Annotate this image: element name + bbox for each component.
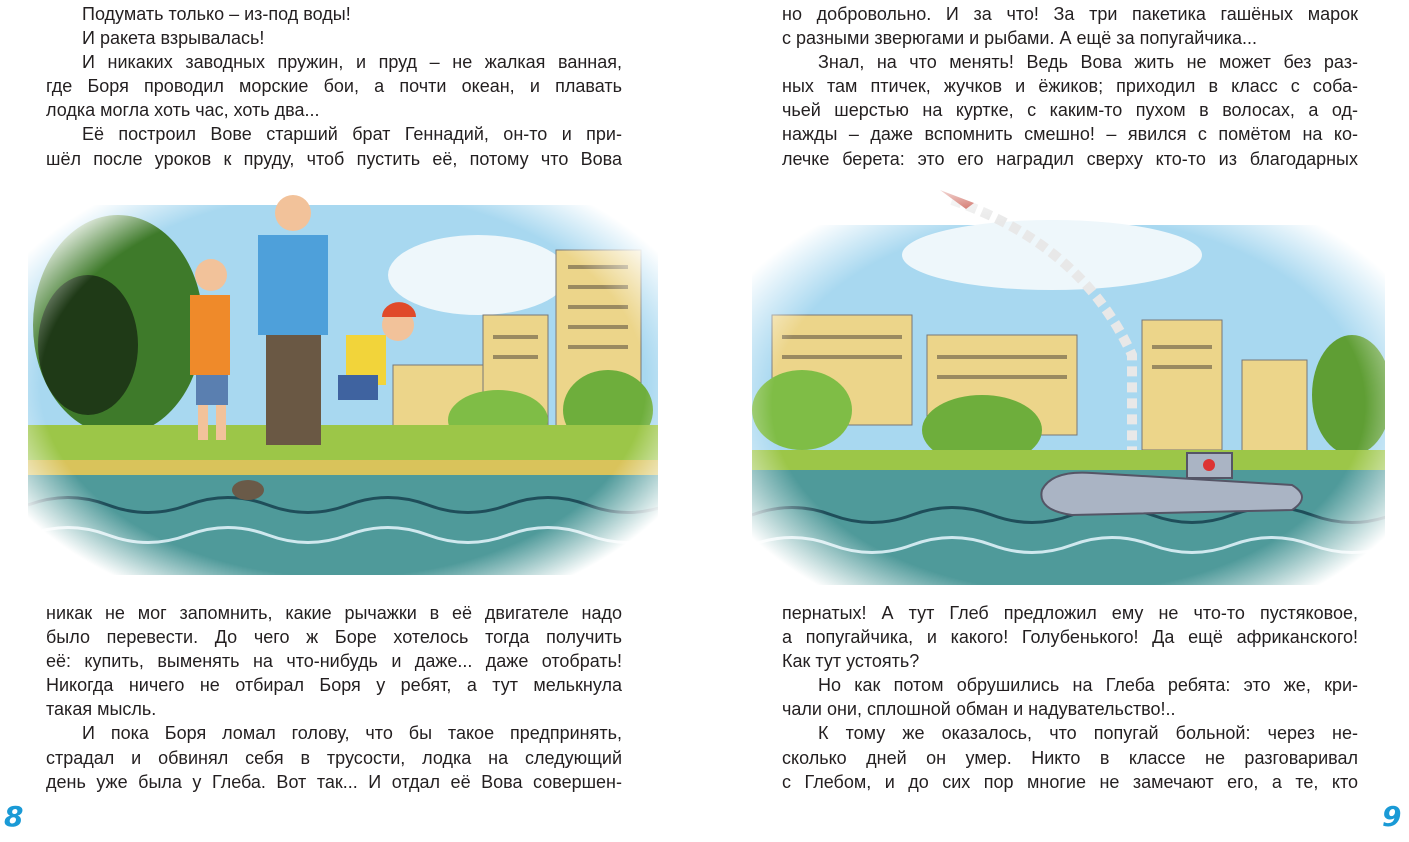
text-line: нажды – даже вспомнить смешно! – явился с помётом на ко- [782,124,1358,145]
text-line: Подумать только – из-под воды! [82,4,351,24]
text-line: чьей шерстью на куртке, с каким-то пухом в волосах, а од- [782,100,1358,121]
right-top-text [782,2,1358,171]
right-bottom-text [782,601,1358,794]
text-line: день уже была у Глеба. Вот так... И отдал её Вова совершен- [46,771,622,792]
text-line: ных там птичек, жучков и ёжиков; приходил в класс с соба- [782,76,1358,97]
page-number-right: 9 [1382,800,1402,833]
left-top-text [46,2,622,171]
text-line: но добровольно. И за что! За три пакетика гашёных марок [782,4,1358,24]
text-line: Но как потом обрушились на Глеба ребята: это же, кри- [818,675,1358,696]
text-line: с разными зверюгами и рыбами. А ещё за попугайчика... [782,28,1258,49]
text-line: И никаких заводных пружин, и пруд – не жалкая ванная, [82,52,622,73]
page-number-left: 8 [4,800,24,833]
illustration-submarine-rocket [752,185,1385,585]
text-line: Её построил Вове старший брат Геннадий, он-то и при- [82,124,622,145]
text-line: чали они, сплошной обман и надувательство!.. [782,699,1176,720]
text-line: такая мысль. [46,699,157,720]
text-line: И ракета взрывалась! [82,28,265,49]
text-line: К тому же оказалось, что попугай больной: через не- [818,723,1358,744]
illustration-boys-at-pond [28,185,658,585]
text-line: лечке берета: это его наградил сверху кто-то из благодарных [782,148,1358,169]
text-line: лодка могла хоть час, хоть два... [46,100,320,121]
text-line: Никогда ничего не отбирал Боря у ребят, а тут мелькнула [46,675,622,696]
text-line: Знал, на что менять! Ведь Вова жить не может без раз- [818,52,1358,73]
text-line: Как тут устоять? [782,651,920,672]
text-line: страдал и обвинял себя в трусости, лодка на следующий [46,747,622,768]
left-bottom-text [46,601,622,794]
text-line: с Глебом, и до сих пор многие не замечают его, а те, кто [782,771,1358,792]
text-line: где Боря проводил морские бои, а почти океан, и плавать [46,76,622,97]
text-line: пернатых! А тут Глеб предложил ему не что-то пустяковое, [782,603,1358,623]
text-line: было перевести. До чего ж Боре хотелось тогда получить [46,627,622,648]
text-line: а попугайчика, и какого! Голубенького! Да ещё африканского! [782,627,1358,648]
text-line: И пока Боря ломал голову, что бы такое предпринять, [82,723,622,744]
text-line: шёл после уроков к пруду, чтоб пустить её, потому что Вова [46,148,622,169]
text-line: никак не мог запомнить, какие рычажки в её двигателе надо [46,603,622,623]
text-line: её: купить, выменять на что-нибудь и даже... даже отобрать! [46,651,622,672]
text-line: сколько дней он умер. Никто в классе не разговаривал [782,747,1358,768]
